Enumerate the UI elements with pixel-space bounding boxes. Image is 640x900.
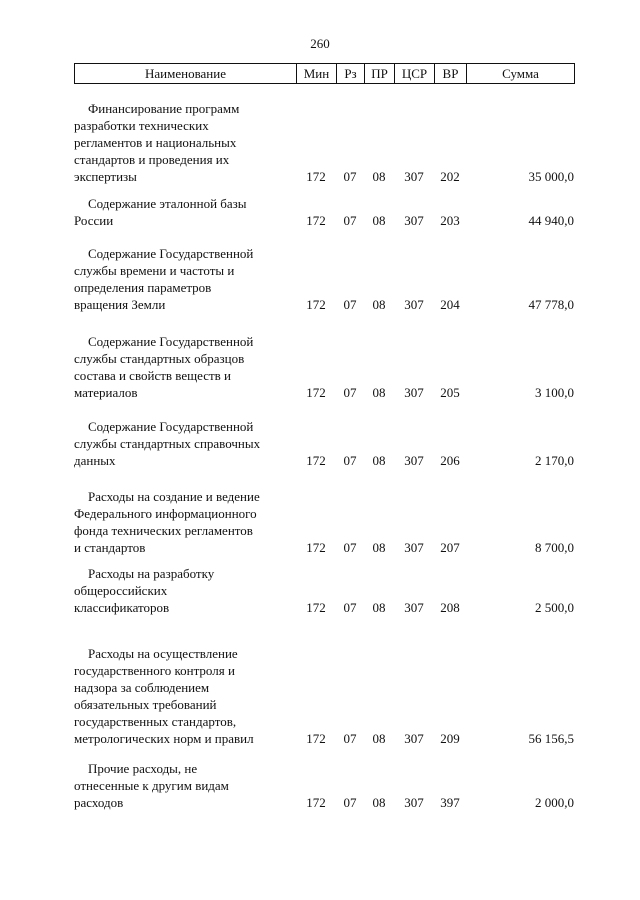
row-name-line: вращения Земли <box>74 297 166 312</box>
row-name-line: классификаторов <box>74 600 170 615</box>
row-name-line: определения параметров <box>74 280 212 295</box>
row-name-line: Содержание Государственной <box>88 419 254 434</box>
header-name: Наименование <box>75 64 297 84</box>
row-vr: 206 <box>440 453 460 468</box>
row-name <box>74 418 304 469</box>
row-rz: 07 <box>343 731 357 746</box>
row-sum: 56 156,5 <box>528 731 574 746</box>
row-name-line: государственных стандартов, <box>74 714 237 729</box>
row-name-line: расходов <box>74 795 124 810</box>
row-csr: 307 <box>404 731 424 746</box>
row-pr: 08 <box>372 169 386 184</box>
row-name-line: Прочие расходы, не <box>88 761 198 776</box>
header-vr: ВР <box>435 64 467 84</box>
row-min: 172 <box>306 385 326 400</box>
row-name-line: государственного контроля и <box>74 663 235 678</box>
row-sum: 2 170,0 <box>535 453 574 468</box>
row-sum: 2 000,0 <box>535 795 574 810</box>
row-name-line: разработки технических <box>74 118 209 133</box>
row-pr: 08 <box>372 213 386 228</box>
header-min: Мин <box>297 64 337 84</box>
row-csr: 307 <box>404 169 424 184</box>
row-name <box>74 760 304 811</box>
row-csr: 307 <box>404 213 424 228</box>
row-sum: 47 778,0 <box>528 297 574 312</box>
row-name-line: службы стандартных образцов <box>74 351 245 366</box>
row-vr: 207 <box>440 540 460 555</box>
row-csr: 307 <box>404 385 424 400</box>
table-row <box>0 100 640 185</box>
page-number: 260 <box>310 36 330 51</box>
row-min: 172 <box>306 731 326 746</box>
row-sum: 3 100,0 <box>535 385 574 400</box>
row-name-line: Федерального информационного <box>74 506 257 521</box>
row-name-line: отнесенные к другим видам <box>74 778 229 793</box>
row-name-line: регламентов и национальных <box>74 135 237 150</box>
table-row <box>0 488 640 556</box>
row-name-line: стандартов и проведения их <box>74 152 230 167</box>
table-row <box>0 418 640 469</box>
row-pr: 08 <box>372 453 386 468</box>
row-name-line: метрологических норм и правил <box>74 731 254 746</box>
row-rz: 07 <box>343 453 357 468</box>
table-row <box>0 760 640 811</box>
row-min: 172 <box>306 453 326 468</box>
row-name-line: фонда технических регламентов <box>74 523 253 538</box>
row-name-line: Расходы на осуществление <box>88 646 238 661</box>
row-min: 172 <box>306 169 326 184</box>
row-name-line: и стандартов <box>74 540 146 555</box>
row-name-line: обязательных требований <box>74 697 217 712</box>
table-row <box>0 565 640 616</box>
row-name-line: службы стандартных справочных <box>74 436 261 451</box>
row-min: 172 <box>306 297 326 312</box>
row-name-line: экспертизы <box>74 169 137 184</box>
row-name <box>74 565 304 616</box>
table-row <box>0 645 640 747</box>
header-sum: Сумма <box>467 64 575 84</box>
row-vr: 205 <box>440 385 460 400</box>
table-row <box>0 245 640 313</box>
header-pr: ПР <box>365 64 395 84</box>
row-pr: 08 <box>372 600 386 615</box>
row-name-line: данных <box>74 453 116 468</box>
row-sum: 8 700,0 <box>535 540 574 555</box>
row-name-line: Расходы на создание и ведение <box>88 489 260 504</box>
row-name-line: Расходы на разработку <box>88 566 215 581</box>
row-name-line: материалов <box>74 385 138 400</box>
header-rz: Рз <box>337 64 365 84</box>
row-csr: 307 <box>404 600 424 615</box>
row-name-line: службы времени и частоты и <box>74 263 235 278</box>
row-name <box>74 245 304 313</box>
row-name <box>74 100 304 185</box>
table-row <box>0 195 640 229</box>
row-sum: 44 940,0 <box>528 213 574 228</box>
table-row <box>0 333 640 401</box>
header-csr: ЦСР <box>395 64 435 84</box>
row-rz: 07 <box>343 169 357 184</box>
row-rz: 07 <box>343 795 357 810</box>
row-rz: 07 <box>343 600 357 615</box>
row-min: 172 <box>306 213 326 228</box>
row-pr: 08 <box>372 731 386 746</box>
row-rz: 07 <box>343 213 357 228</box>
row-min: 172 <box>306 600 326 615</box>
row-name-line: России <box>74 213 114 228</box>
row-sum: 35 000,0 <box>528 169 574 184</box>
row-csr: 307 <box>404 540 424 555</box>
row-name-line: Финансирование программ <box>88 101 240 116</box>
row-name-line: Содержание эталонной базы <box>88 196 247 211</box>
row-name-line: Содержание Государственной <box>88 334 254 349</box>
row-pr: 08 <box>372 297 386 312</box>
row-csr: 307 <box>404 453 424 468</box>
row-vr: 202 <box>440 169 460 184</box>
row-csr: 307 <box>404 297 424 312</box>
row-name <box>74 195 304 229</box>
row-rz: 07 <box>343 297 357 312</box>
row-vr: 209 <box>440 731 460 746</box>
row-name <box>74 645 304 747</box>
row-pr: 08 <box>372 385 386 400</box>
row-name-line: надзора за соблюдением <box>74 680 210 695</box>
row-name-line: Содержание Государственной <box>88 246 254 261</box>
row-name <box>74 488 304 556</box>
row-rz: 07 <box>343 385 357 400</box>
row-name-line: состава и свойств веществ и <box>74 368 232 383</box>
row-vr: 208 <box>440 600 460 615</box>
row-pr: 08 <box>372 540 386 555</box>
row-pr: 08 <box>372 795 386 810</box>
row-vr: 204 <box>440 297 460 312</box>
row-min: 172 <box>306 540 326 555</box>
row-vr: 203 <box>440 213 460 228</box>
row-csr: 307 <box>404 795 424 810</box>
row-name-line: общероссийских <box>74 583 168 598</box>
row-min: 172 <box>306 795 326 810</box>
row-name <box>74 333 304 401</box>
row-vr: 397 <box>440 795 460 810</box>
row-rz: 07 <box>343 540 357 555</box>
row-sum: 2 500,0 <box>535 600 574 615</box>
